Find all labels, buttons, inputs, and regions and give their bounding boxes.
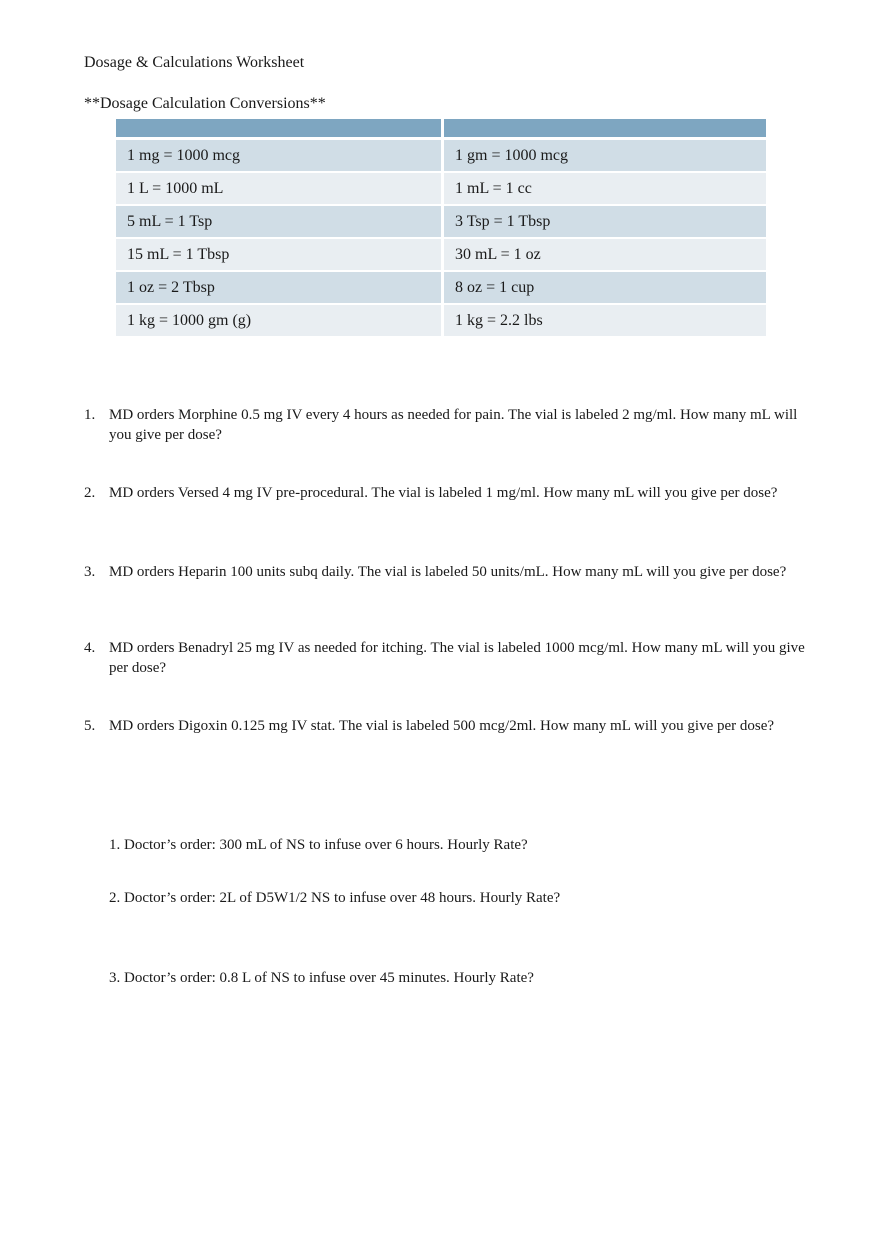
table-row bbox=[116, 305, 766, 338]
table-cell: 1 gm = 1000 mcg bbox=[441, 140, 766, 173]
table-row bbox=[116, 206, 766, 239]
question-text: MD orders Morphine 0.5 mg IV every 4 hours as needed for pain. The vial is labeled 2 mg/ml. How many mL will you give per dose? bbox=[109, 407, 798, 443]
table-cell: 30 mL = 1 oz bbox=[441, 239, 766, 272]
table-row bbox=[116, 140, 766, 173]
table-cell: 3 Tsp = 1 Tbsp bbox=[441, 206, 766, 239]
table-cell: 1 L = 1000 mL bbox=[116, 173, 441, 206]
question-item bbox=[84, 716, 814, 736]
page-title: Dosage & Calculations Worksheet bbox=[84, 54, 305, 71]
rate-question: 1. Doctor’s order: 300 mL of NS to infuse over 6 hours. Hourly Rate? bbox=[109, 837, 528, 853]
question-text: MD orders Digoxin 0.125 mg IV stat. The vial is labeled 500 mcg/2ml. How many mL will you give per dose? bbox=[109, 718, 775, 734]
question-text: MD orders Benadryl 25 mg IV as needed for itching. The vial is labeled 1000 mcg/ml. How many mL will you give per dose? bbox=[109, 640, 805, 676]
table-cell: 1 kg = 2.2 lbs bbox=[441, 305, 766, 338]
table-cell: 1 oz = 2 Tbsp bbox=[116, 272, 441, 305]
table-cell: 8 oz = 1 cup bbox=[441, 272, 766, 305]
question-number: 2. bbox=[84, 485, 96, 501]
table-cell: 1 mL = 1 cc bbox=[441, 173, 766, 206]
question-item bbox=[84, 562, 814, 582]
conversion-table bbox=[116, 119, 766, 338]
table-header-cell bbox=[116, 119, 441, 140]
table-cell: 15 mL = 1 Tbsp bbox=[116, 239, 441, 272]
question-number: 4. bbox=[84, 640, 96, 656]
table-row bbox=[116, 173, 766, 206]
question-number: 5. bbox=[84, 718, 96, 734]
rate-question: 2. Doctor’s order: 2L of D5W1/2 NS to infuse over 48 hours. Hourly Rate? bbox=[109, 890, 561, 906]
question-number: 1. bbox=[84, 407, 96, 423]
table-cell: 5 mL = 1 Tsp bbox=[116, 206, 441, 239]
table-row bbox=[116, 272, 766, 305]
question-item bbox=[84, 483, 814, 503]
question-number: 3. bbox=[84, 564, 96, 580]
table-header-row bbox=[116, 119, 766, 140]
question-item bbox=[84, 405, 814, 445]
section-title: **Dosage Calculation Conversions** bbox=[84, 95, 326, 112]
question-text: MD orders Versed 4 mg IV pre-procedural. The vial is labeled 1 mg/ml. How many mL will you give per dose? bbox=[109, 485, 778, 501]
table-row bbox=[116, 239, 766, 272]
table-cell: 1 mg = 1000 mcg bbox=[116, 140, 441, 173]
rate-question: 3. Doctor’s order: 0.8 L of NS to infuse over 45 minutes. Hourly Rate? bbox=[109, 970, 534, 986]
question-item bbox=[84, 638, 814, 678]
table-header-cell bbox=[441, 119, 766, 140]
table-cell: 1 kg = 1000 gm (g) bbox=[116, 305, 441, 338]
question-text: MD orders Heparin 100 units subq daily. The vial is labeled 50 units/mL. How many mL will you give per dose? bbox=[109, 564, 787, 580]
